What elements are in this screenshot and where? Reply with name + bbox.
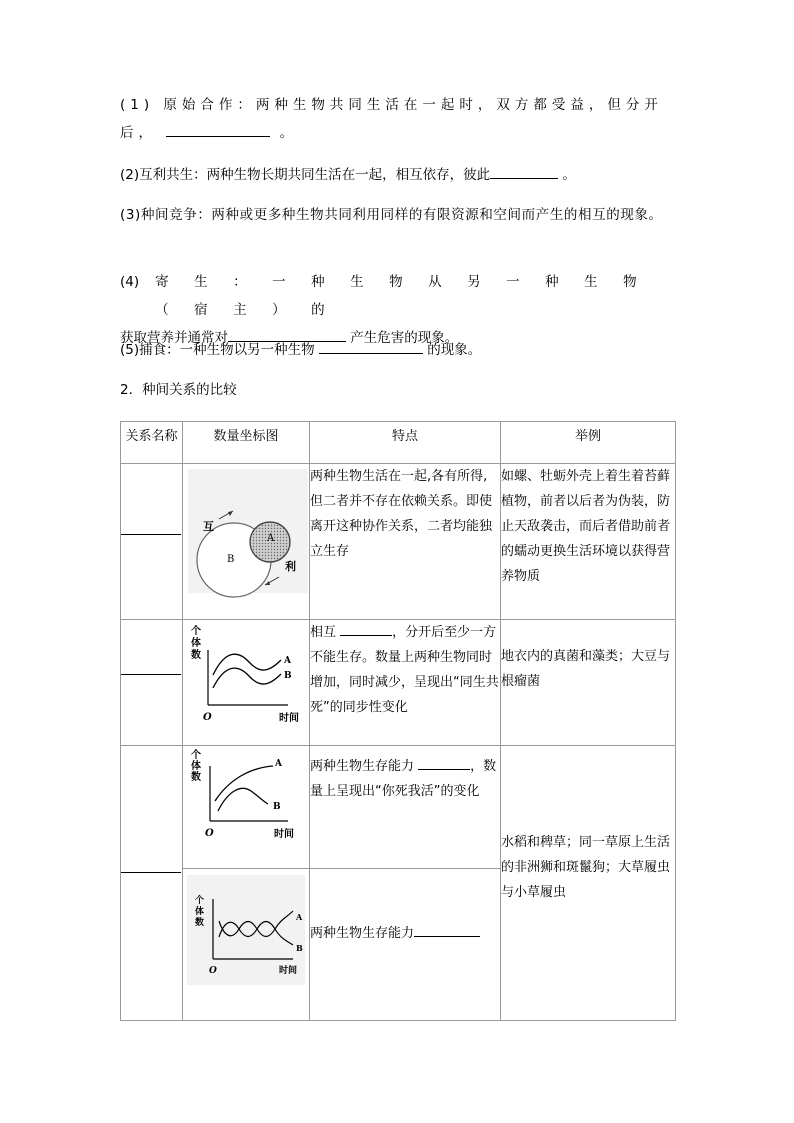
svg-text:O: O bbox=[205, 828, 214, 839]
svg-text:A: A bbox=[284, 656, 291, 666]
svg-text:B: B bbox=[227, 554, 235, 565]
relation-blank-3[interactable] bbox=[121, 872, 181, 873]
section-title: 2．种间关系的比较 bbox=[120, 382, 237, 398]
relation-name-cell bbox=[121, 746, 183, 1021]
svg-text:时间: 时间 bbox=[274, 829, 294, 840]
svg-text:互: 互 bbox=[203, 520, 214, 533]
svg-text:体: 体 bbox=[191, 761, 201, 772]
header-example: 举例 bbox=[501, 422, 676, 464]
item-4-line-2: 获取营养并通常对 产生危害的现象。 bbox=[120, 324, 676, 352]
answer-blank-2[interactable] bbox=[490, 164, 558, 179]
table-row bbox=[121, 464, 676, 620]
item-5: (5)捕食：一种生物以另一种生物 的现象。 bbox=[120, 336, 676, 364]
comparison-table bbox=[120, 421, 676, 1021]
feature-cell: 两种生物生存能力 bbox=[310, 869, 501, 1021]
svg-text:B: B bbox=[296, 943, 303, 953]
item-3: (3)种间竞争：两种或更多种生物共同利用同样的有限资源和空间而产生的相互的现象。 bbox=[120, 207, 663, 223]
item-1: (1) 原始合作：两种生物共同生活在一起时，双方都受益，但分开后， 。 bbox=[120, 97, 663, 141]
feature-blank-4[interactable] bbox=[414, 922, 480, 937]
svg-text:个: 个 bbox=[191, 750, 201, 761]
graph-cell-competition-1 bbox=[183, 746, 310, 869]
svg-text:个: 个 bbox=[195, 896, 205, 906]
svg-text:B: B bbox=[273, 802, 281, 812]
feature-blank-3[interactable] bbox=[418, 755, 470, 770]
item-4-line-1: (4) 寄生：一种生物从另一种生物（宿主）的 bbox=[120, 268, 676, 324]
feature-cell: 两种生物生存能力 ，数量上呈现出“你死我活”的变化 bbox=[310, 746, 501, 869]
header-graph: 数量坐标图 bbox=[183, 422, 310, 464]
mutualism-graph bbox=[183, 620, 310, 741]
table-header-row bbox=[121, 422, 676, 464]
svg-text:数: 数 bbox=[191, 650, 201, 661]
example-cell: 如螺、牡蛎外壳上着生着苔藓植物，前者以后者为伪装，防止天敌袭击，而后者借助前者的蠕动更换生活环境以获得营养物质 bbox=[501, 464, 676, 620]
example-cell: 地衣内的真菌和藻类；大豆与根瘤菌 bbox=[501, 620, 676, 746]
header-relation: 关系名称 bbox=[121, 422, 183, 464]
svg-text:体: 体 bbox=[191, 638, 201, 649]
svg-text:利: 利 bbox=[285, 560, 296, 573]
svg-text:个: 个 bbox=[191, 626, 201, 637]
svg-text:A: A bbox=[275, 759, 282, 769]
graph-cell-competition-2 bbox=[183, 869, 310, 1021]
feature-cell: 相互 ，分开后至少一方不能生存。数量上两种生物同时增加，同时减少，呈现出“同生共死”的同步性变化 bbox=[310, 620, 501, 746]
feature-cell: 两种生物生活在一起,各有所得,但二者并不存在依赖关系。即使离开这种协作关系，二者均能独立生存 bbox=[310, 464, 501, 620]
table-row bbox=[121, 746, 676, 869]
svg-text:O: O bbox=[209, 966, 217, 976]
svg-text:A: A bbox=[296, 912, 303, 922]
svg-text:数: 数 bbox=[191, 772, 201, 783]
answer-blank-1[interactable] bbox=[166, 122, 270, 137]
svg-text:时间: 时间 bbox=[279, 966, 298, 976]
relation-blank-2[interactable] bbox=[121, 674, 181, 675]
table-row bbox=[121, 620, 676, 746]
graph-cell-venn bbox=[183, 464, 310, 620]
relation-name-cell bbox=[121, 464, 183, 620]
example-cell: 水稻和稗草；同一草原上生活的非洲狮和斑鬣狗；大草履虫与小草履虫 bbox=[501, 746, 676, 1021]
venn-diagram bbox=[183, 464, 310, 615]
item-4-spread: 寄生：一种生物从另一种生物（宿主）的 bbox=[155, 274, 663, 318]
feature-blank-2[interactable] bbox=[340, 621, 392, 636]
svg-text:B: B bbox=[284, 671, 292, 681]
svg-text:数: 数 bbox=[195, 918, 205, 928]
answer-blank-5[interactable] bbox=[319, 339, 423, 354]
svg-text:O: O bbox=[203, 712, 212, 723]
graph-cell-mutualism bbox=[183, 620, 310, 746]
svg-text:体: 体 bbox=[195, 907, 205, 917]
competition-graph-1 bbox=[183, 746, 310, 864]
svg-text:A: A bbox=[267, 533, 275, 544]
relation-name-cell bbox=[121, 620, 183, 746]
header-feature: 特点 bbox=[310, 422, 501, 464]
item-2: (2)互利共生：两种生物长期共同生活在一起，相互依存，彼此 。 bbox=[120, 161, 676, 189]
svg-text:时间: 时间 bbox=[279, 713, 299, 724]
relation-blank-1[interactable] bbox=[121, 534, 181, 535]
competition-graph-2 bbox=[183, 869, 310, 1016]
